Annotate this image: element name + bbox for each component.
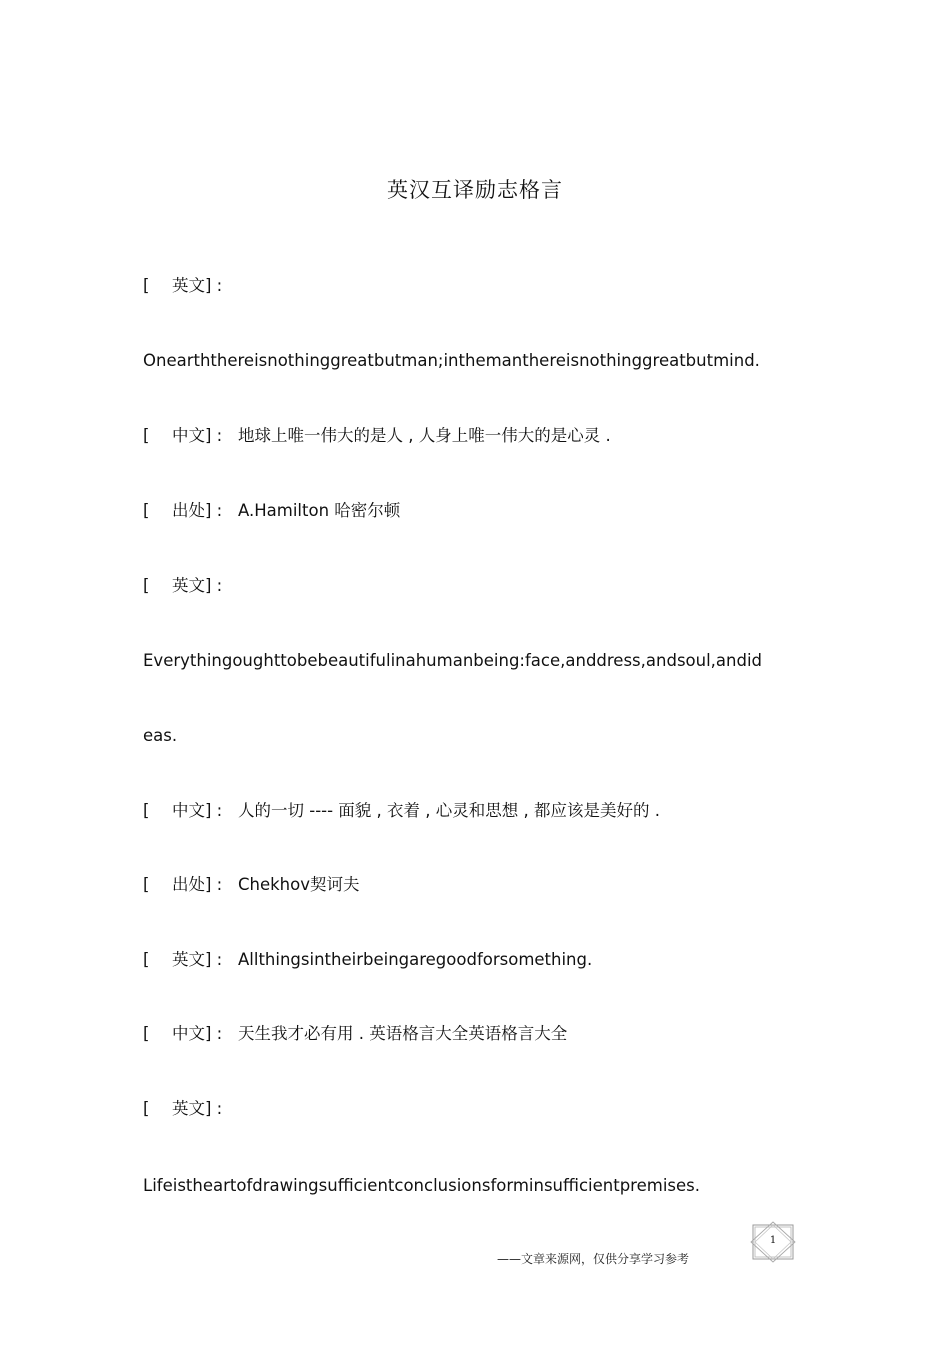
label-line: [143, 575, 238, 597]
field-tag: 中文] :: [172, 801, 223, 820]
field-tag: 英文] :: [172, 276, 223, 295]
open-bracket: [: [143, 1099, 150, 1118]
page-number-badge: [749, 1221, 797, 1263]
line-text: 天生我才必有用 . 英语格言大全英语格言大全: [238, 1024, 568, 1043]
line-text: Lifeistheartofdrawingsufficientconclusionsforminsufficientpremises.: [143, 1176, 700, 1195]
open-bracket: [: [143, 801, 150, 820]
field-tag: 出处] :: [172, 501, 223, 520]
chinese-translation-line: [143, 1023, 567, 1045]
label-line: [143, 1098, 238, 1120]
open-bracket: [: [143, 950, 150, 969]
english-quote-line: [143, 949, 592, 971]
document-title: 英汉互译励志格言: [387, 178, 563, 202]
field-tag: 英文] :: [172, 576, 223, 595]
label-line: [143, 275, 238, 297]
field-tag: 英文] :: [172, 950, 223, 969]
open-bracket: [: [143, 501, 150, 520]
chinese-translation-line: [143, 425, 611, 447]
field-tag: 出处] :: [172, 875, 223, 894]
english-quote-line: [143, 650, 762, 672]
source-line: [143, 500, 400, 522]
english-quote-continuation: [143, 725, 177, 747]
open-bracket: [: [143, 576, 150, 595]
source-line: [143, 874, 360, 896]
open-bracket: [: [143, 875, 150, 894]
chinese-translation-line: [143, 800, 660, 822]
line-text: 地球上唯一伟大的是人 , 人身上唯一伟大的是心灵 .: [238, 426, 611, 445]
line-text: Onearththereisnothinggreatbutman;inthemanthereisnothinggreatbutmind.: [143, 351, 760, 370]
open-bracket: [: [143, 1024, 150, 1043]
open-bracket: [: [143, 276, 150, 295]
english-quote-line: [143, 1175, 700, 1197]
field-tag: 中文] :: [172, 426, 223, 445]
field-tag: 英文] :: [172, 1099, 223, 1118]
line-text: Everythingoughttobebeautifulinahumanbeing:face,anddress,andsoul,andid: [143, 651, 763, 670]
field-tag: 中文] :: [172, 1024, 223, 1043]
page-number: 1: [769, 1235, 777, 1246]
line-text: eas.: [143, 726, 178, 745]
footer-note: ——文章来源网，仅供分享学习参考: [497, 1252, 690, 1266]
line-text: Allthingsintheirbeingaregoodforsomething.: [238, 950, 593, 969]
line-text: A.Hamilton 哈密尔顿: [238, 501, 401, 520]
open-bracket: [: [143, 426, 150, 445]
line-text: Chekhov契诃夫: [238, 875, 360, 894]
english-quote-line: [143, 350, 760, 372]
line-text: 人的一切 ---- 面貌 , 衣着 , 心灵和思想 , 都应该是美好的 .: [238, 801, 660, 820]
